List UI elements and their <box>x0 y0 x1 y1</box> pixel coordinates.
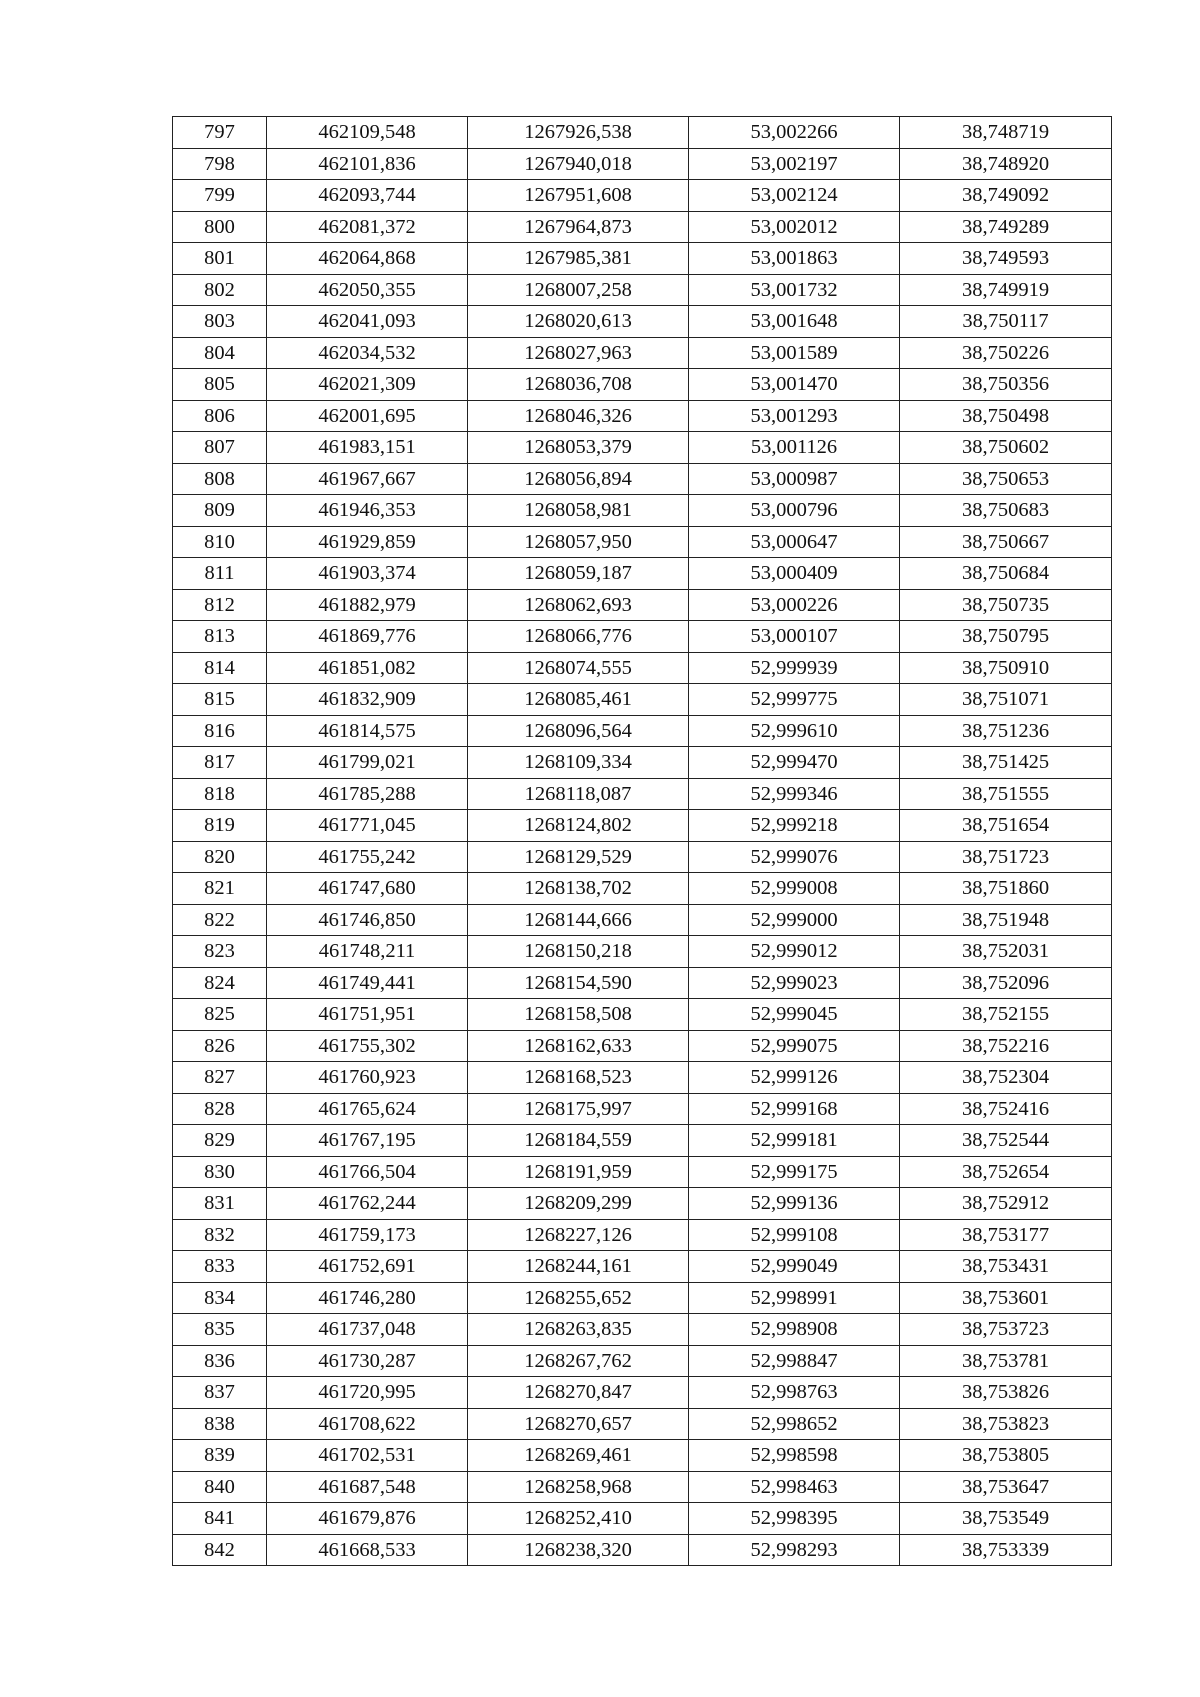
latitude-cell: 52,999175 <box>689 1156 900 1188</box>
point-number-cell: 833 <box>173 1251 267 1283</box>
latitude-cell: 53,002266 <box>689 117 900 149</box>
latitude-cell: 53,001648 <box>689 306 900 338</box>
longitude-cell: 38,753177 <box>900 1219 1112 1251</box>
point-number-cell: 817 <box>173 747 267 779</box>
point-number-cell: 828 <box>173 1093 267 1125</box>
latitude-cell: 52,998847 <box>689 1345 900 1377</box>
table-row <box>173 747 1112 779</box>
longitude-cell: 38,750795 <box>900 621 1112 653</box>
point-number-cell: 838 <box>173 1408 267 1440</box>
table-row <box>173 526 1112 558</box>
table-row <box>173 778 1112 810</box>
x-coordinate-cell: 461882,979 <box>267 589 468 621</box>
x-coordinate-cell: 461737,048 <box>267 1314 468 1346</box>
longitude-cell: 38,751723 <box>900 841 1112 873</box>
table-row <box>173 1440 1112 1472</box>
point-number-cell: 830 <box>173 1156 267 1188</box>
x-coordinate-cell: 461708,622 <box>267 1408 468 1440</box>
table-row <box>173 1314 1112 1346</box>
x-coordinate-cell: 461751,951 <box>267 999 468 1031</box>
longitude-cell: 38,750683 <box>900 495 1112 527</box>
y-coordinate-cell: 1268191,959 <box>468 1156 689 1188</box>
y-coordinate-cell: 1268053,379 <box>468 432 689 464</box>
y-coordinate-cell: 1268209,299 <box>468 1188 689 1220</box>
latitude-cell: 52,998598 <box>689 1440 900 1472</box>
y-coordinate-cell: 1268227,126 <box>468 1219 689 1251</box>
longitude-cell: 38,751425 <box>900 747 1112 779</box>
longitude-cell: 38,750498 <box>900 400 1112 432</box>
latitude-cell: 52,999939 <box>689 652 900 684</box>
point-number-cell: 807 <box>173 432 267 464</box>
x-coordinate-cell: 461983,151 <box>267 432 468 464</box>
y-coordinate-cell: 1268138,702 <box>468 873 689 905</box>
table-row <box>173 495 1112 527</box>
table-row <box>173 117 1112 149</box>
longitude-cell: 38,749289 <box>900 211 1112 243</box>
y-coordinate-cell: 1268124,802 <box>468 810 689 842</box>
x-coordinate-cell: 462109,548 <box>267 117 468 149</box>
latitude-cell: 52,998763 <box>689 1377 900 1409</box>
longitude-cell: 38,750910 <box>900 652 1112 684</box>
latitude-cell: 53,000987 <box>689 463 900 495</box>
x-coordinate-cell: 462034,532 <box>267 337 468 369</box>
y-coordinate-cell: 1268020,613 <box>468 306 689 338</box>
table-row <box>173 243 1112 275</box>
latitude-cell: 53,000409 <box>689 558 900 590</box>
point-number-cell: 824 <box>173 967 267 999</box>
point-number-cell: 820 <box>173 841 267 873</box>
latitude-cell: 53,000226 <box>689 589 900 621</box>
table-row <box>173 904 1112 936</box>
longitude-cell: 38,749593 <box>900 243 1112 275</box>
x-coordinate-cell: 462064,868 <box>267 243 468 275</box>
table-row <box>173 1219 1112 1251</box>
table-row <box>173 400 1112 432</box>
x-coordinate-cell: 462021,309 <box>267 369 468 401</box>
point-number-cell: 814 <box>173 652 267 684</box>
latitude-cell: 52,999049 <box>689 1251 900 1283</box>
longitude-cell: 38,748719 <box>900 117 1112 149</box>
longitude-cell: 38,753339 <box>900 1534 1112 1566</box>
y-coordinate-cell: 1268184,559 <box>468 1125 689 1157</box>
latitude-cell: 52,999218 <box>689 810 900 842</box>
y-coordinate-cell: 1268158,508 <box>468 999 689 1031</box>
longitude-cell: 38,750735 <box>900 589 1112 621</box>
point-number-cell: 837 <box>173 1377 267 1409</box>
longitude-cell: 38,751071 <box>900 684 1112 716</box>
point-number-cell: 818 <box>173 778 267 810</box>
x-coordinate-cell: 461766,504 <box>267 1156 468 1188</box>
y-coordinate-cell: 1268263,835 <box>468 1314 689 1346</box>
table-row <box>173 1188 1112 1220</box>
point-number-cell: 829 <box>173 1125 267 1157</box>
latitude-cell: 52,998395 <box>689 1503 900 1535</box>
x-coordinate-cell: 461668,533 <box>267 1534 468 1566</box>
y-coordinate-cell: 1268074,555 <box>468 652 689 684</box>
y-coordinate-cell: 1268258,968 <box>468 1471 689 1503</box>
y-coordinate-cell: 1268057,950 <box>468 526 689 558</box>
longitude-cell: 38,750602 <box>900 432 1112 464</box>
y-coordinate-cell: 1268059,187 <box>468 558 689 590</box>
x-coordinate-cell: 461929,859 <box>267 526 468 558</box>
longitude-cell: 38,750684 <box>900 558 1112 590</box>
point-number-cell: 836 <box>173 1345 267 1377</box>
point-number-cell: 826 <box>173 1030 267 1062</box>
y-coordinate-cell: 1268150,218 <box>468 936 689 968</box>
longitude-cell: 38,752544 <box>900 1125 1112 1157</box>
y-coordinate-cell: 1268129,529 <box>468 841 689 873</box>
longitude-cell: 38,750653 <box>900 463 1112 495</box>
y-coordinate-cell: 1268046,326 <box>468 400 689 432</box>
point-number-cell: 832 <box>173 1219 267 1251</box>
longitude-cell: 38,750356 <box>900 369 1112 401</box>
table-row <box>173 1062 1112 1094</box>
x-coordinate-cell: 461720,995 <box>267 1377 468 1409</box>
table-row <box>173 1503 1112 1535</box>
y-coordinate-cell: 1268058,981 <box>468 495 689 527</box>
latitude-cell: 53,001470 <box>689 369 900 401</box>
x-coordinate-cell: 461814,575 <box>267 715 468 747</box>
table-row <box>173 1408 1112 1440</box>
table-row <box>173 1156 1112 1188</box>
longitude-cell: 38,752155 <box>900 999 1112 1031</box>
x-coordinate-cell: 461746,280 <box>267 1282 468 1314</box>
x-coordinate-cell: 461832,909 <box>267 684 468 716</box>
table-row <box>173 558 1112 590</box>
x-coordinate-cell: 461785,288 <box>267 778 468 810</box>
point-number-cell: 815 <box>173 684 267 716</box>
x-coordinate-cell: 462081,372 <box>267 211 468 243</box>
y-coordinate-cell: 1268255,652 <box>468 1282 689 1314</box>
table-row <box>173 967 1112 999</box>
y-coordinate-cell: 1268118,087 <box>468 778 689 810</box>
point-number-cell: 827 <box>173 1062 267 1094</box>
point-number-cell: 809 <box>173 495 267 527</box>
longitude-cell: 38,753431 <box>900 1251 1112 1283</box>
x-coordinate-cell: 461967,667 <box>267 463 468 495</box>
table-row <box>173 274 1112 306</box>
latitude-cell: 53,000796 <box>689 495 900 527</box>
longitude-cell: 38,751236 <box>900 715 1112 747</box>
x-coordinate-cell: 461762,244 <box>267 1188 468 1220</box>
x-coordinate-cell: 462001,695 <box>267 400 468 432</box>
longitude-cell: 38,752416 <box>900 1093 1112 1125</box>
x-coordinate-cell: 461749,441 <box>267 967 468 999</box>
x-coordinate-cell: 461679,876 <box>267 1503 468 1535</box>
longitude-cell: 38,753723 <box>900 1314 1112 1346</box>
x-coordinate-cell: 461903,374 <box>267 558 468 590</box>
x-coordinate-cell: 461702,531 <box>267 1440 468 1472</box>
longitude-cell: 38,753823 <box>900 1408 1112 1440</box>
x-coordinate-cell: 461748,211 <box>267 936 468 968</box>
longitude-cell: 38,752031 <box>900 936 1112 968</box>
table-row <box>173 810 1112 842</box>
y-coordinate-cell: 1268270,657 <box>468 1408 689 1440</box>
y-coordinate-cell: 1267951,608 <box>468 180 689 212</box>
point-number-cell: 802 <box>173 274 267 306</box>
table-row <box>173 463 1112 495</box>
y-coordinate-cell: 1268109,334 <box>468 747 689 779</box>
table-row <box>173 148 1112 180</box>
table-row <box>173 337 1112 369</box>
point-number-cell: 834 <box>173 1282 267 1314</box>
table-row <box>173 715 1112 747</box>
latitude-cell: 52,999610 <box>689 715 900 747</box>
longitude-cell: 38,748920 <box>900 148 1112 180</box>
table-row <box>173 1377 1112 1409</box>
table-row <box>173 306 1112 338</box>
longitude-cell: 38,749919 <box>900 274 1112 306</box>
latitude-cell: 52,998463 <box>689 1471 900 1503</box>
x-coordinate-cell: 461760,923 <box>267 1062 468 1094</box>
x-coordinate-cell: 461755,242 <box>267 841 468 873</box>
y-coordinate-cell: 1268027,963 <box>468 337 689 369</box>
table-row <box>173 180 1112 212</box>
point-number-cell: 805 <box>173 369 267 401</box>
latitude-cell: 52,999775 <box>689 684 900 716</box>
x-coordinate-cell: 462101,836 <box>267 148 468 180</box>
point-number-cell: 803 <box>173 306 267 338</box>
point-number-cell: 825 <box>173 999 267 1031</box>
latitude-cell: 52,999108 <box>689 1219 900 1251</box>
latitude-cell: 52,998908 <box>689 1314 900 1346</box>
table-row <box>173 369 1112 401</box>
y-coordinate-cell: 1268154,590 <box>468 967 689 999</box>
point-number-cell: 819 <box>173 810 267 842</box>
table-row <box>173 211 1112 243</box>
table-row <box>173 1471 1112 1503</box>
latitude-cell: 52,999168 <box>689 1093 900 1125</box>
table-row <box>173 589 1112 621</box>
latitude-cell: 52,999470 <box>689 747 900 779</box>
x-coordinate-cell: 461851,082 <box>267 652 468 684</box>
latitude-cell: 52,999000 <box>689 904 900 936</box>
y-coordinate-cell: 1268085,461 <box>468 684 689 716</box>
latitude-cell: 53,001293 <box>689 400 900 432</box>
longitude-cell: 38,752912 <box>900 1188 1112 1220</box>
y-coordinate-cell: 1268062,693 <box>468 589 689 621</box>
latitude-cell: 52,998293 <box>689 1534 900 1566</box>
table-row <box>173 1030 1112 1062</box>
x-coordinate-cell: 462050,355 <box>267 274 468 306</box>
latitude-cell: 52,999126 <box>689 1062 900 1094</box>
y-coordinate-cell: 1268036,708 <box>468 369 689 401</box>
latitude-cell: 52,999023 <box>689 967 900 999</box>
latitude-cell: 52,999008 <box>689 873 900 905</box>
longitude-cell: 38,751555 <box>900 778 1112 810</box>
latitude-cell: 52,999076 <box>689 841 900 873</box>
point-number-cell: 806 <box>173 400 267 432</box>
longitude-cell: 38,751654 <box>900 810 1112 842</box>
longitude-cell: 38,753805 <box>900 1440 1112 1472</box>
table-row <box>173 1125 1112 1157</box>
latitude-cell: 53,001126 <box>689 432 900 464</box>
latitude-cell: 52,998652 <box>689 1408 900 1440</box>
x-coordinate-cell: 461755,302 <box>267 1030 468 1062</box>
point-number-cell: 813 <box>173 621 267 653</box>
y-coordinate-cell: 1268175,997 <box>468 1093 689 1125</box>
point-number-cell: 831 <box>173 1188 267 1220</box>
longitude-cell: 38,753549 <box>900 1503 1112 1535</box>
latitude-cell: 52,999045 <box>689 999 900 1031</box>
coordinates-table <box>172 116 1112 1566</box>
table-row <box>173 1345 1112 1377</box>
latitude-cell: 53,002124 <box>689 180 900 212</box>
y-coordinate-cell: 1268168,523 <box>468 1062 689 1094</box>
longitude-cell: 38,753826 <box>900 1377 1112 1409</box>
latitude-cell: 52,999075 <box>689 1030 900 1062</box>
y-coordinate-cell: 1268056,894 <box>468 463 689 495</box>
longitude-cell: 38,751948 <box>900 904 1112 936</box>
point-number-cell: 798 <box>173 148 267 180</box>
point-number-cell: 800 <box>173 211 267 243</box>
point-number-cell: 835 <box>173 1314 267 1346</box>
latitude-cell: 53,002197 <box>689 148 900 180</box>
y-coordinate-cell: 1268267,762 <box>468 1345 689 1377</box>
y-coordinate-cell: 1268007,258 <box>468 274 689 306</box>
point-number-cell: 797 <box>173 117 267 149</box>
x-coordinate-cell: 462093,744 <box>267 180 468 212</box>
table-row <box>173 936 1112 968</box>
table-row <box>173 1282 1112 1314</box>
table-row <box>173 1093 1112 1125</box>
x-coordinate-cell: 462041,093 <box>267 306 468 338</box>
latitude-cell: 52,999136 <box>689 1188 900 1220</box>
longitude-cell: 38,749092 <box>900 180 1112 212</box>
x-coordinate-cell: 461746,850 <box>267 904 468 936</box>
table-row <box>173 873 1112 905</box>
x-coordinate-cell: 461869,776 <box>267 621 468 653</box>
x-coordinate-cell: 461771,045 <box>267 810 468 842</box>
x-coordinate-cell: 461799,021 <box>267 747 468 779</box>
y-coordinate-cell: 1268096,564 <box>468 715 689 747</box>
x-coordinate-cell: 461752,691 <box>267 1251 468 1283</box>
longitude-cell: 38,751860 <box>900 873 1112 905</box>
y-coordinate-cell: 1268269,461 <box>468 1440 689 1472</box>
table-row <box>173 1251 1112 1283</box>
point-number-cell: 816 <box>173 715 267 747</box>
latitude-cell: 53,001863 <box>689 243 900 275</box>
point-number-cell: 822 <box>173 904 267 936</box>
y-coordinate-cell: 1268144,666 <box>468 904 689 936</box>
table-row <box>173 999 1112 1031</box>
point-number-cell: 810 <box>173 526 267 558</box>
latitude-cell: 52,998991 <box>689 1282 900 1314</box>
x-coordinate-cell: 461687,548 <box>267 1471 468 1503</box>
longitude-cell: 38,752096 <box>900 967 1112 999</box>
longitude-cell: 38,752654 <box>900 1156 1112 1188</box>
longitude-cell: 38,752216 <box>900 1030 1112 1062</box>
y-coordinate-cell: 1268244,161 <box>468 1251 689 1283</box>
point-number-cell: 801 <box>173 243 267 275</box>
coordinates-table-body <box>173 117 1112 1566</box>
point-number-cell: 841 <box>173 1503 267 1535</box>
latitude-cell: 52,999346 <box>689 778 900 810</box>
point-number-cell: 812 <box>173 589 267 621</box>
latitude-cell: 52,999181 <box>689 1125 900 1157</box>
table-row <box>173 621 1112 653</box>
latitude-cell: 53,001589 <box>689 337 900 369</box>
point-number-cell: 799 <box>173 180 267 212</box>
x-coordinate-cell: 461730,287 <box>267 1345 468 1377</box>
latitude-cell: 53,000107 <box>689 621 900 653</box>
y-coordinate-cell: 1268066,776 <box>468 621 689 653</box>
table-row <box>173 684 1112 716</box>
y-coordinate-cell: 1268162,633 <box>468 1030 689 1062</box>
longitude-cell: 38,752304 <box>900 1062 1112 1094</box>
point-number-cell: 821 <box>173 873 267 905</box>
longitude-cell: 38,753781 <box>900 1345 1112 1377</box>
longitude-cell: 38,750667 <box>900 526 1112 558</box>
table-row <box>173 841 1112 873</box>
latitude-cell: 53,002012 <box>689 211 900 243</box>
point-number-cell: 842 <box>173 1534 267 1566</box>
y-coordinate-cell: 1268238,320 <box>468 1534 689 1566</box>
x-coordinate-cell: 461759,173 <box>267 1219 468 1251</box>
x-coordinate-cell: 461747,680 <box>267 873 468 905</box>
latitude-cell: 53,001732 <box>689 274 900 306</box>
point-number-cell: 804 <box>173 337 267 369</box>
y-coordinate-cell: 1267985,381 <box>468 243 689 275</box>
point-number-cell: 811 <box>173 558 267 590</box>
table-row <box>173 1534 1112 1566</box>
y-coordinate-cell: 1268270,847 <box>468 1377 689 1409</box>
y-coordinate-cell: 1267964,873 <box>468 211 689 243</box>
latitude-cell: 53,000647 <box>689 526 900 558</box>
latitude-cell: 52,999012 <box>689 936 900 968</box>
point-number-cell: 840 <box>173 1471 267 1503</box>
point-number-cell: 839 <box>173 1440 267 1472</box>
x-coordinate-cell: 461767,195 <box>267 1125 468 1157</box>
point-number-cell: 808 <box>173 463 267 495</box>
table-row <box>173 652 1112 684</box>
y-coordinate-cell: 1268252,410 <box>468 1503 689 1535</box>
y-coordinate-cell: 1267940,018 <box>468 148 689 180</box>
table-row <box>173 432 1112 464</box>
y-coordinate-cell: 1267926,538 <box>468 117 689 149</box>
longitude-cell: 38,750226 <box>900 337 1112 369</box>
longitude-cell: 38,753647 <box>900 1471 1112 1503</box>
x-coordinate-cell: 461765,624 <box>267 1093 468 1125</box>
longitude-cell: 38,750117 <box>900 306 1112 338</box>
point-number-cell: 823 <box>173 936 267 968</box>
longitude-cell: 38,753601 <box>900 1282 1112 1314</box>
x-coordinate-cell: 461946,353 <box>267 495 468 527</box>
